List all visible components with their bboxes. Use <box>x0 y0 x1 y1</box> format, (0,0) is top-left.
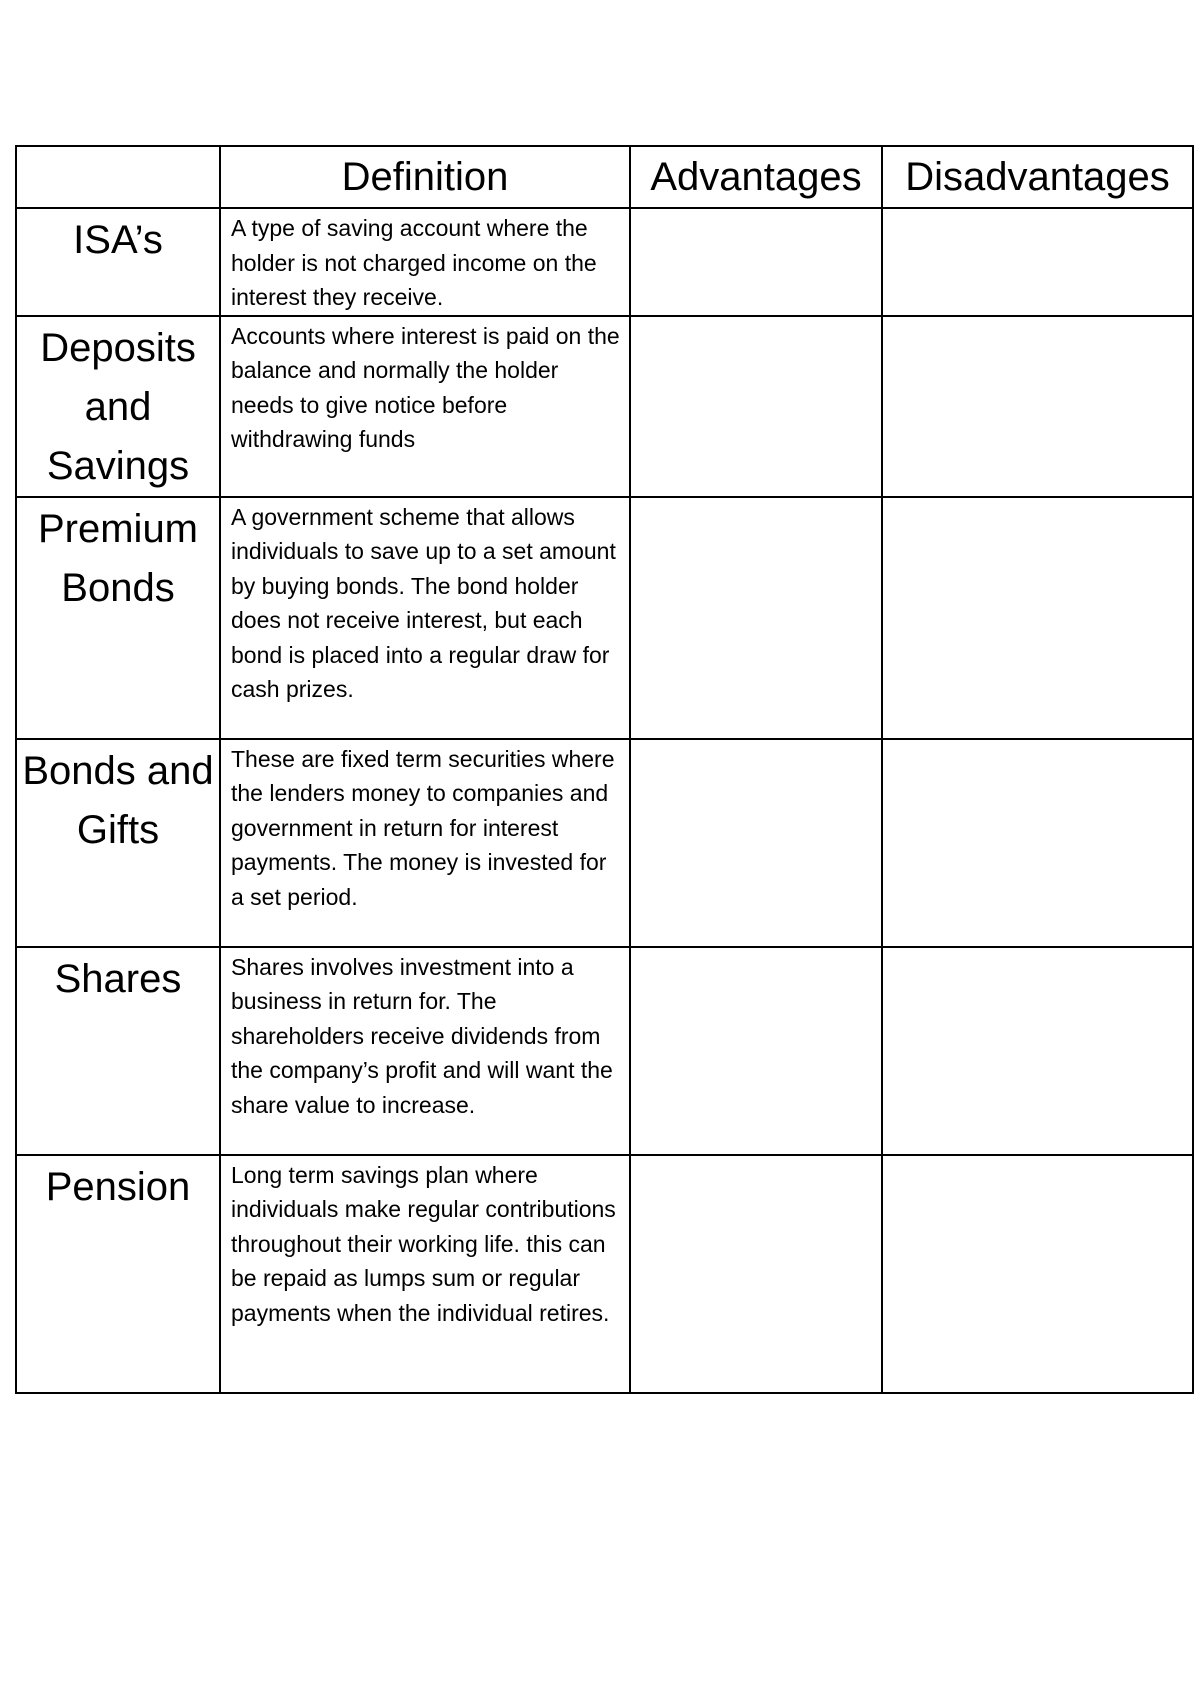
advantages-cell[interactable] <box>630 208 882 316</box>
disadvantages-cell[interactable] <box>882 316 1193 497</box>
row-term: Deposits and Savings <box>16 316 220 497</box>
table-row <box>16 208 1193 316</box>
advantages-cell[interactable] <box>630 739 882 947</box>
header-definition: Definition <box>220 146 630 208</box>
row-term: ISA’s <box>16 208 220 316</box>
header-disadvantages: Disadvantages <box>882 146 1193 208</box>
disadvantages-cell[interactable] <box>882 208 1193 316</box>
header-advantages: Advantages <box>630 146 882 208</box>
advantages-cell[interactable] <box>630 316 882 497</box>
table-header-row <box>16 146 1193 208</box>
disadvantages-cell[interactable] <box>882 497 1193 739</box>
savings-worksheet-table <box>15 145 1194 1394</box>
row-definition: These are fixed term securities where the lenders money to companies and government in return for interest payments. The money is invested for a set period. <box>220 739 630 947</box>
table-row <box>16 1155 1193 1393</box>
row-definition: Accounts where interest is paid on the balance and normally the holder needs to give notice before withdrawing funds <box>220 316 630 497</box>
advantages-cell[interactable] <box>630 497 882 739</box>
disadvantages-cell[interactable] <box>882 739 1193 947</box>
row-definition: Long term savings plan where individuals make regular contributions throughout their working life. this can be repaid as lumps sum or regular payments when the individual retires. <box>220 1155 630 1393</box>
row-term: Pension <box>16 1155 220 1393</box>
row-term: Bonds and Gifts <box>16 739 220 947</box>
advantages-cell[interactable] <box>630 947 882 1155</box>
advantages-cell[interactable] <box>630 1155 882 1393</box>
table-row <box>16 947 1193 1155</box>
row-definition: Shares involves investment into a business in return for. The shareholders receive dividends from the company’s profit and will want the share value to increase. <box>220 947 630 1155</box>
row-term: Premium Bonds <box>16 497 220 739</box>
table-row <box>16 739 1193 947</box>
table-row <box>16 316 1193 497</box>
header-corner-cell <box>16 146 220 208</box>
row-term: Shares <box>16 947 220 1155</box>
disadvantages-cell[interactable] <box>882 1155 1193 1393</box>
row-definition: A government scheme that allows individuals to save up to a set amount by buying bonds. The bond holder does not receive interest, but each bond is placed into a regular draw for cash prizes. <box>220 497 630 739</box>
table-row <box>16 497 1193 739</box>
disadvantages-cell[interactable] <box>882 947 1193 1155</box>
row-definition: A type of saving account where the holder is not charged income on the interest they receive. <box>220 208 630 316</box>
